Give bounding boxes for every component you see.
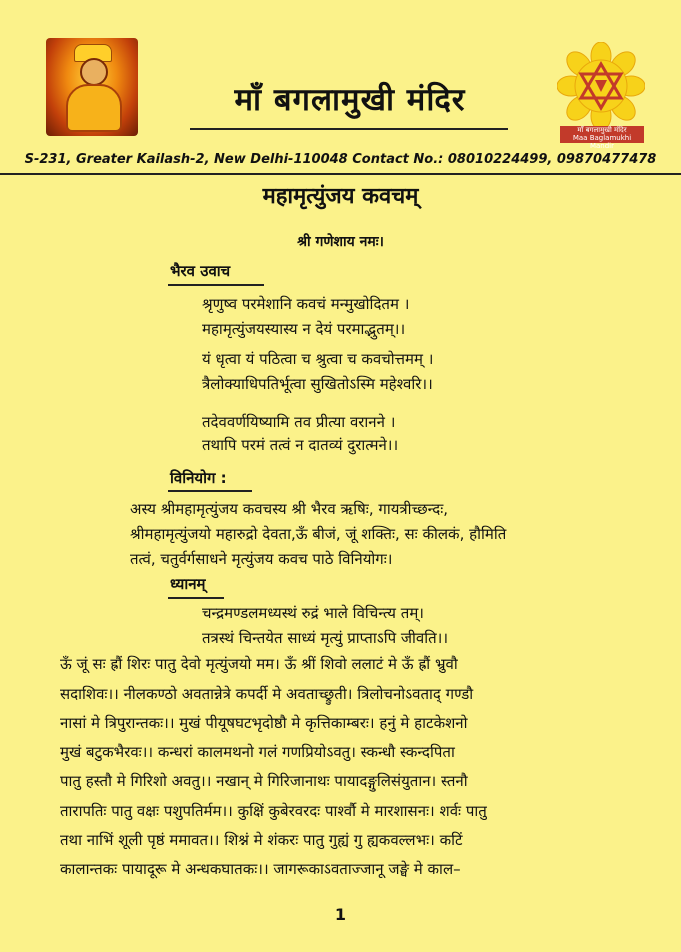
- header-divider: [0, 173, 681, 175]
- verse-line: तत्रस्थं चिन्तयेत साध्यं मृत्युं प्राप्ताऽपि जीवति।।: [202, 629, 449, 647]
- body-line: तथा नाभिं शूली पृष्ठं ममावत।। शिश्नं मे शंकरः पातु गुह्यं गु ह्यकवल्लभः। कटिं: [60, 831, 463, 849]
- body-line: कालान्तकः पायादूरू मे अन्धकघातकः।। जागरूकाऽवताज्जानू जङ्घे मे काल–: [60, 860, 461, 878]
- title-underline: [190, 128, 508, 130]
- deity-body: [66, 84, 122, 132]
- verse-line: त्रैलोक्याधिपतिर्भूत्वा सुखितोऽस्मि महेश्वरि।।: [202, 375, 433, 393]
- body-line: नासां मे त्रिपुरान्तकः।। मुखं पीयूषघटभृदोष्ठौ मे कृत्तिकाम्बरः। हनुं मे हाटकेशनो: [60, 714, 468, 732]
- heading-underline: [168, 490, 252, 492]
- heading-dhyanam: ध्यानम्: [170, 575, 206, 593]
- verse-line: महामृत्युंजयस्यास्य न देयं परमाद्भुतम्।।: [202, 320, 406, 338]
- body-line: तारापतिः पातु वक्षः पशुपतिर्मम।। कुक्षिं कुबेरवरदः पार्श्वौ मे मारशासनः। शर्वः पातु: [60, 802, 487, 820]
- viniyog-line: श्रीमहामृत्युंजयो महारुद्रो देवता,ऊँ बीजं, जूं शक्तिः, सः कीलकं, हौमिति: [130, 525, 507, 543]
- viniyog-line: अस्य श्रीमहामृत्युंजय कवचस्य श्री भैरव ऋषिः, गायत्रीच्छन्दः,: [130, 500, 449, 518]
- deity-face: [80, 58, 108, 86]
- invocation: श्री गणेशाय नमः।: [297, 234, 384, 250]
- letterhead: [0, 0, 681, 180]
- verse-line: यं धृत्वा यं पठित्वा च श्रुत्वा च कवचोत्तमम् ।: [202, 350, 434, 368]
- verse-line: चन्द्रमण्डलमध्यस्थं रुद्रं भाले विचिन्त्य तम्।: [202, 604, 424, 622]
- page-number: 1: [334, 905, 347, 924]
- verse-line: श्रृणुष्व परमेशानि कवचं मन्मुखोदितम ।: [202, 295, 410, 313]
- viniyog-line: तत्वं, चतुर्वर्गसाधने मृत्युंजय कवच पाठे विनियोगः।: [130, 550, 393, 568]
- logo-label: [560, 126, 644, 150]
- heading-underline: [168, 597, 224, 599]
- verse-line: तथापि परमं तत्वं न दातव्यं दुरात्मने।।: [202, 436, 399, 454]
- heading-bhairav-uvach: भैरव उवाच: [170, 262, 231, 280]
- temple-title: माँ बगलामुखी मंदिर: [234, 82, 466, 118]
- body-line: मुखं बटुकभैरवः।। कन्धरां कालमथनो गलं गणप्रियोऽवतु। स्कन्धौ स्कन्दपिता: [60, 743, 455, 761]
- body-line: ऊँ जूं सः ह्रौं शिरः पातु देवो मृत्युंजयो मम। ऊँ श्रीं शिवो ललाटं मे ऊँ ह्रौं भ्रुवौ: [60, 655, 458, 673]
- contact-line: S-231, Greater Kailash-2, New Delhi-110048 Contact No.: 08010224499, 09870477478: [24, 152, 657, 167]
- verse-line: तदेववर्णयिष्यामि तव प्रीत्या वरानने ।: [202, 413, 396, 431]
- body-line: सदाशिवः।। नीलकण्ठो अवतान्नेत्रे कपर्दी मे अवताच्छ्रुती। त्रिलोचनोऽवताद् गण्डौ: [60, 685, 474, 703]
- yantra-logo-icon: [557, 42, 645, 130]
- heading-viniyog: विनियोग :: [170, 469, 227, 487]
- logo-label-english: Maa Baglamukhi Mandir: [572, 134, 632, 150]
- body-line: पातु हस्तौ मे गिरिशो अवतु।। नखान् मे गिरिजानाथः पायादङ्गुलिसंयुतान। स्तनौ: [60, 772, 468, 790]
- deity-image: [46, 38, 138, 136]
- heading-underline: [168, 284, 264, 286]
- logo-label-hindi: माँ बगलामुखी मंदिर: [577, 126, 627, 134]
- document-title: महामृत्युंजय कवचम्: [262, 184, 419, 209]
